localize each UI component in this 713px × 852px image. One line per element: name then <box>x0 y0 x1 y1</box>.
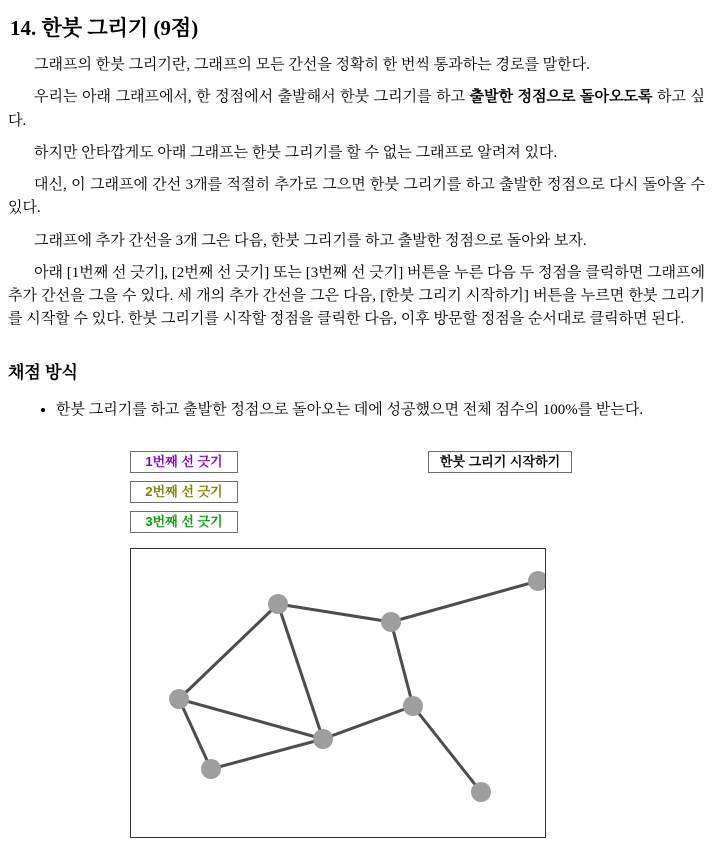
draw-line-1-button[interactable]: 1번째 선 긋기 <box>130 451 238 473</box>
grading-list <box>38 399 705 422</box>
instructions-paragraph: 아래 [1번째 선 긋기], [2번째 선 긋기] 또는 [3번째 선 긋기] 버튼을 누른 다음 두 정점을 클릭하면 그래프에 추가 간선을 그을 수 있다. 세 개의 추가 간선을 그은 다음, [한붓 그리기 시작하기] 버튼을 누르면 한붓 그리기를 시작할 수 있다. 한붓 그리기를 시작할 정점을 클릭한 다음, 이후 방문할 정점을 순서대로 클릭하면 된다. <box>8 264 705 328</box>
intro-paragraph-3: 하지만 안타깝게도 아래 그래프는 한붓 그리기를 할 수 없는 그래프로 알려져 있다. <box>34 144 558 161</box>
graph-edge <box>391 622 413 706</box>
intro-paragraph-5: 그래프에 추가 간선을 3개 그은 다음, 한붓 그리기를 하고 출발한 정점으로 돌아와 보자. <box>34 232 587 249</box>
grading-bullet: • 한붓 그리기를 하고 출발한 정점으로 돌아오는 데에 성공했으면 전체 점수의 100%를 받는다. <box>56 399 705 422</box>
graph-node[interactable] <box>403 696 423 716</box>
graph-edge <box>278 604 323 739</box>
graph-node[interactable] <box>201 759 221 779</box>
paragraph-2-post: 하고 싶다. <box>8 89 705 129</box>
graph-node[interactable] <box>471 782 491 802</box>
start-euler-path-button[interactable]: 한붓 그리기 시작하기 <box>428 451 572 473</box>
graph-canvas[interactable] <box>130 548 546 838</box>
intro-paragraph-4: 대신, 이 그래프에 간선 3개를 적절히 추가로 그으면 한붓 그리기를 하고 출발한 정점으로 다시 돌아올 수 있다. <box>8 177 705 217</box>
graph-edge <box>179 699 323 739</box>
graph-edge <box>179 604 278 699</box>
paragraph-2-bold: 출발한 정점으로 돌아오도록 <box>469 89 653 106</box>
graph-node[interactable] <box>381 612 401 632</box>
graph-edge <box>211 739 323 769</box>
graph-edge <box>323 706 413 739</box>
grading-heading: 채점 방식 <box>8 362 78 382</box>
intro-paragraph-2 <box>8 86 705 133</box>
draw-line-3-button[interactable]: 3번째 선 긋기 <box>130 511 238 533</box>
graph-edge <box>278 604 391 622</box>
drawing-widget <box>8 451 705 847</box>
graph-node[interactable] <box>313 729 333 749</box>
graph-node[interactable] <box>169 689 189 709</box>
graph-node[interactable] <box>528 571 545 591</box>
graph-node[interactable] <box>268 594 288 614</box>
draw-line-2-button[interactable]: 2번째 선 긋기 <box>130 481 238 503</box>
graph-edge <box>413 706 481 792</box>
graph-svg[interactable] <box>131 549 545 837</box>
page-title: 14. 한붓 그리기 (9점) <box>10 16 199 40</box>
intro-paragraph-1: 그래프의 한붓 그리기란, 그래프의 모든 간선을 정확히 한 번씩 통과하는 경로를 말한다. <box>34 57 590 73</box>
graph-edge <box>179 699 211 769</box>
paragraph-2-pre: 우리는 아래 그래프에서, 한 정점에서 출발해서 한붓 그리기를 하고 <box>34 89 470 106</box>
graph-edge <box>391 581 538 622</box>
